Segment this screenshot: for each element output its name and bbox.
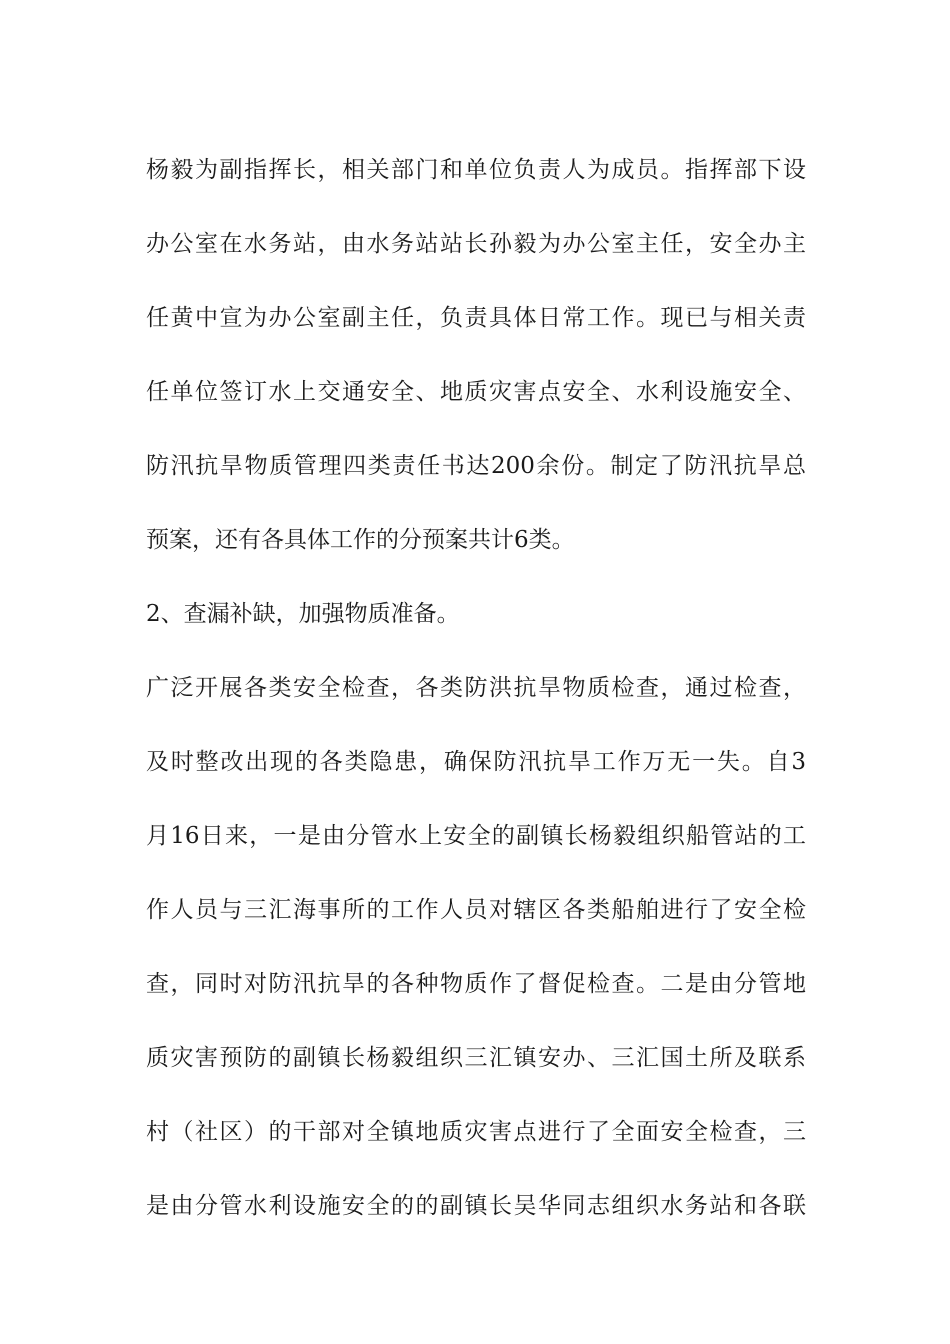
text-line: 预案，还有各具体工作的分预案共计6类。 xyxy=(146,527,575,553)
document-body xyxy=(146,133,806,1243)
text-line: 任单位签订水上交通安全、地质灾害点安全、水利设施安全、 xyxy=(146,379,806,405)
text-line: 村（社区）的干部对全镇地质灾害点进行了全面安全检查，三 xyxy=(146,1119,806,1145)
text-line: 防汛抗旱物质管理四类责任书达200余份。制定了防汛抗旱总 xyxy=(146,453,806,479)
text-line: 作人员与三汇海事所的工作人员对辖区各类船舶进行了安全检 xyxy=(146,897,806,923)
text-line: 查，同时对防汛抗旱的各种物质作了督促检查。二是由分管地 xyxy=(146,971,806,997)
text-line: 广泛开展各类安全检查，各类防洪抗旱物质检查，通过检查， xyxy=(146,675,806,701)
text-line: 月16日来，一是由分管水上安全的副镇长杨毅组织船管站的工 xyxy=(146,823,806,849)
text-line: 杨毅为副指挥长，相关部门和单位负责人为成员。指挥部下设 xyxy=(146,157,806,183)
text-line: 及时整改出现的各类隐患，确保防汛抗旱工作万无一失。自3 xyxy=(146,749,806,775)
section-heading: 2、查漏补缺，加强物质准备。 xyxy=(146,601,460,627)
text-line: 质灾害预防的副镇长杨毅组织三汇镇安办、三汇国土所及联系 xyxy=(146,1045,806,1071)
text-line: 是由分管水利设施安全的的副镇长吴华同志组织水务站和各联 xyxy=(146,1193,806,1219)
text-line: 办公室在水务站，由水务站站长孙毅为办公室主任，安全办主 xyxy=(146,231,806,257)
text-line: 任黄中宣为办公室副主任，负责具体日常工作。现已与相关责 xyxy=(146,305,806,331)
